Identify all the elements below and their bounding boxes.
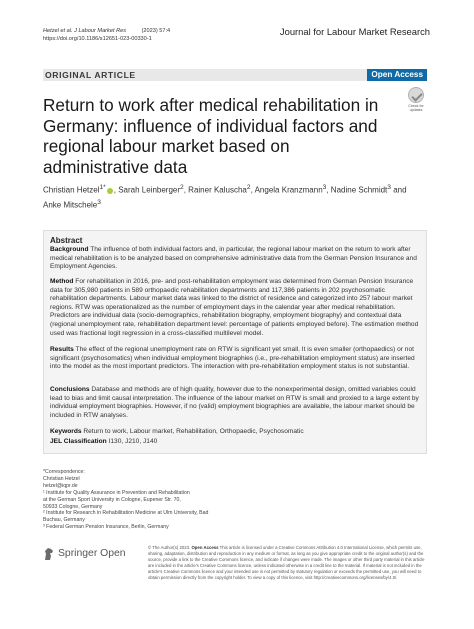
affiliation-line: 50933 Cologne, Germany	[43, 503, 103, 510]
author-separator: and	[390, 185, 407, 195]
author-name: , Rainer Kaluscha	[183, 185, 247, 195]
running-head-year: (2023) 57:4	[141, 28, 171, 34]
open-access-badge: Open Access	[367, 69, 427, 81]
license-body: This article is licensed under a Creative Commons Attribution 4.0 International License, which permits use, sharing, adaptation, distribution and reproduction in any medium or format, as long as you give appropriate credit to the original author(s) and the source, provide a link to the Creative Commons licence, and indicate if changes were made. The images or other third party material in this article are included in the article's Creative Commons licence, unless indicated otherwise in a credit line to the material. If material is not included in the article's Creative Commons licence and your intended use is not permitted by statutory regulation or exceeds the permitted use, you will need to obtain permission directly from the copyright holder. To view a copy of this licence, visit http://creativecommons.org/licenses/by/4.0/.	[148, 545, 425, 580]
doi-link[interactable]: https://doi.org/10.1186/s12651-023-00330-1	[43, 36, 152, 42]
springer-horse-icon	[43, 547, 55, 561]
logo-text: Springer Open	[58, 548, 126, 559]
affiliation-line: Buchau, Germany	[43, 517, 85, 524]
abstract-results	[50, 346, 422, 372]
license-lead: © The Author(s) 2023.	[148, 545, 191, 550]
author-name: , Sarah Leinberger	[113, 185, 181, 195]
author-affil-mark: 1*	[99, 184, 106, 191]
section-text: Return to work, Labour market, Rehabilitation, Orthopaedic, Psychosomatic	[83, 428, 304, 435]
abstract-keywords	[50, 428, 422, 437]
running-head	[43, 27, 170, 43]
abstract-method	[50, 278, 422, 338]
affiliation-line: ² Institute for Research in Rehabilitation Medicine at Ulm University, Bad	[43, 510, 209, 517]
affiliation-line: ³ Federal German Pension Insurance, Berlin, Germany	[43, 524, 169, 531]
article-title: Return to work after medical rehabilitation in Germany: influence of individual factors and regional labour market based on administrative data	[43, 95, 379, 177]
author-affil-mark: 2	[180, 184, 184, 191]
check-for-updates-icon	[408, 87, 424, 103]
license-text	[148, 545, 427, 580]
author-name: , Angela Kranzmann	[250, 185, 323, 195]
section-text: The effect of the regional unemployment rate on RTW is significant yet small. It is even smaller (orthopaedics) or not significant (psychosomatics) when individual employment biographies (i.e., pre-rehabilitation employment status) are inserted into the model as the most important predictors. The interaction with pre-rehabilitation employment status is not substantial.	[50, 346, 415, 371]
article-type-band	[43, 69, 427, 81]
author-name: , Nadine Schmidt	[326, 185, 388, 195]
author-affil-mark: 2	[246, 184, 251, 191]
abstract-jel	[50, 438, 422, 447]
license-open-access: Open Access	[191, 545, 219, 550]
section-text: I130, J210, J140	[108, 438, 158, 445]
section-label: JEL Classification	[50, 438, 107, 445]
check-for-updates-label: Check for updates	[408, 104, 424, 112]
correspondence-label: *Correspondence:	[43, 469, 85, 475]
springer-open-logo	[43, 547, 143, 561]
author-name: Christian Hetzel	[43, 185, 100, 195]
section-label: Background	[50, 246, 89, 253]
author-affil-mark: 3	[97, 198, 101, 206]
author-name: Anke Mitschele	[43, 200, 98, 210]
section-label: Keywords	[50, 428, 82, 435]
correspondence-name: Christian Hetzel	[43, 475, 80, 482]
correspondence-email[interactable]: hetzel@iqpr.de	[43, 482, 78, 489]
author-list	[43, 182, 427, 211]
affiliation-line: at the German Sport University in Cologne, Eupener Str. 70,	[43, 496, 181, 503]
journal-name: Journal for Labour Market Research	[279, 26, 430, 37]
article-type: ORIGINAL ARTICLE	[45, 70, 136, 80]
section-label: Conclusions	[50, 386, 90, 393]
abstract-background	[50, 246, 422, 272]
abstract-heading: Abstract	[50, 236, 83, 245]
author-affil-mark: 3	[387, 184, 391, 191]
section-text: The influence of both individual factors and, in particular, the regional labour market on the return to work after medical rehabilitation is to be analyzed based on comprehensive administrative data from the German Pension Insurance and Employment Agencies.	[50, 246, 417, 271]
check-for-updates-badge[interactable]	[405, 87, 427, 113]
orcid-icon[interactable]	[107, 188, 113, 194]
author-affil-mark: 3	[322, 184, 327, 191]
affiliation-line: ¹ Institute for Quality Assurance in Prevention and Rehabilitation	[43, 489, 190, 496]
section-text: Database and methods are of high quality, however due to the nonexperimental design, omitted variables could lead to bias and limit causal interpretation. The influence of the labour market on RTW is small and proxied to a large extent by individual employment biographies. However, if no (valid) employment biographies are available, the labour market should be included in RTW analyses.	[50, 386, 419, 419]
abstract-conclusions	[50, 386, 422, 420]
section-label: Method	[50, 278, 74, 285]
section-label: Results	[50, 346, 74, 353]
footnotes	[43, 469, 233, 531]
section-text: For rehabilitation in 2016, pre- and post-rehabilitation employment was determined from German Pension Insurance data for 305,980 patients in 589 orthopaedic rehabilitation departments and 117,386 patients in 202 psychosomatic rehabilitation departments. Labour market data was linked to the district of residence and categorized into 257 labour market regions. RTW was operationalized as the number of employment days in the calendar year after medical rehabilitation. Predictors are individual data (socio-demographics, rehabilitation biography, employment biography) and contextual data (regional unemployment rate, rehabilitation department level: percentage of patients employed before). The estimation method used was fractional logit regression in a cross-classified multilevel model.	[50, 278, 419, 337]
running-head-journal: Hetzel et al. J Labour Market Res	[43, 28, 127, 34]
